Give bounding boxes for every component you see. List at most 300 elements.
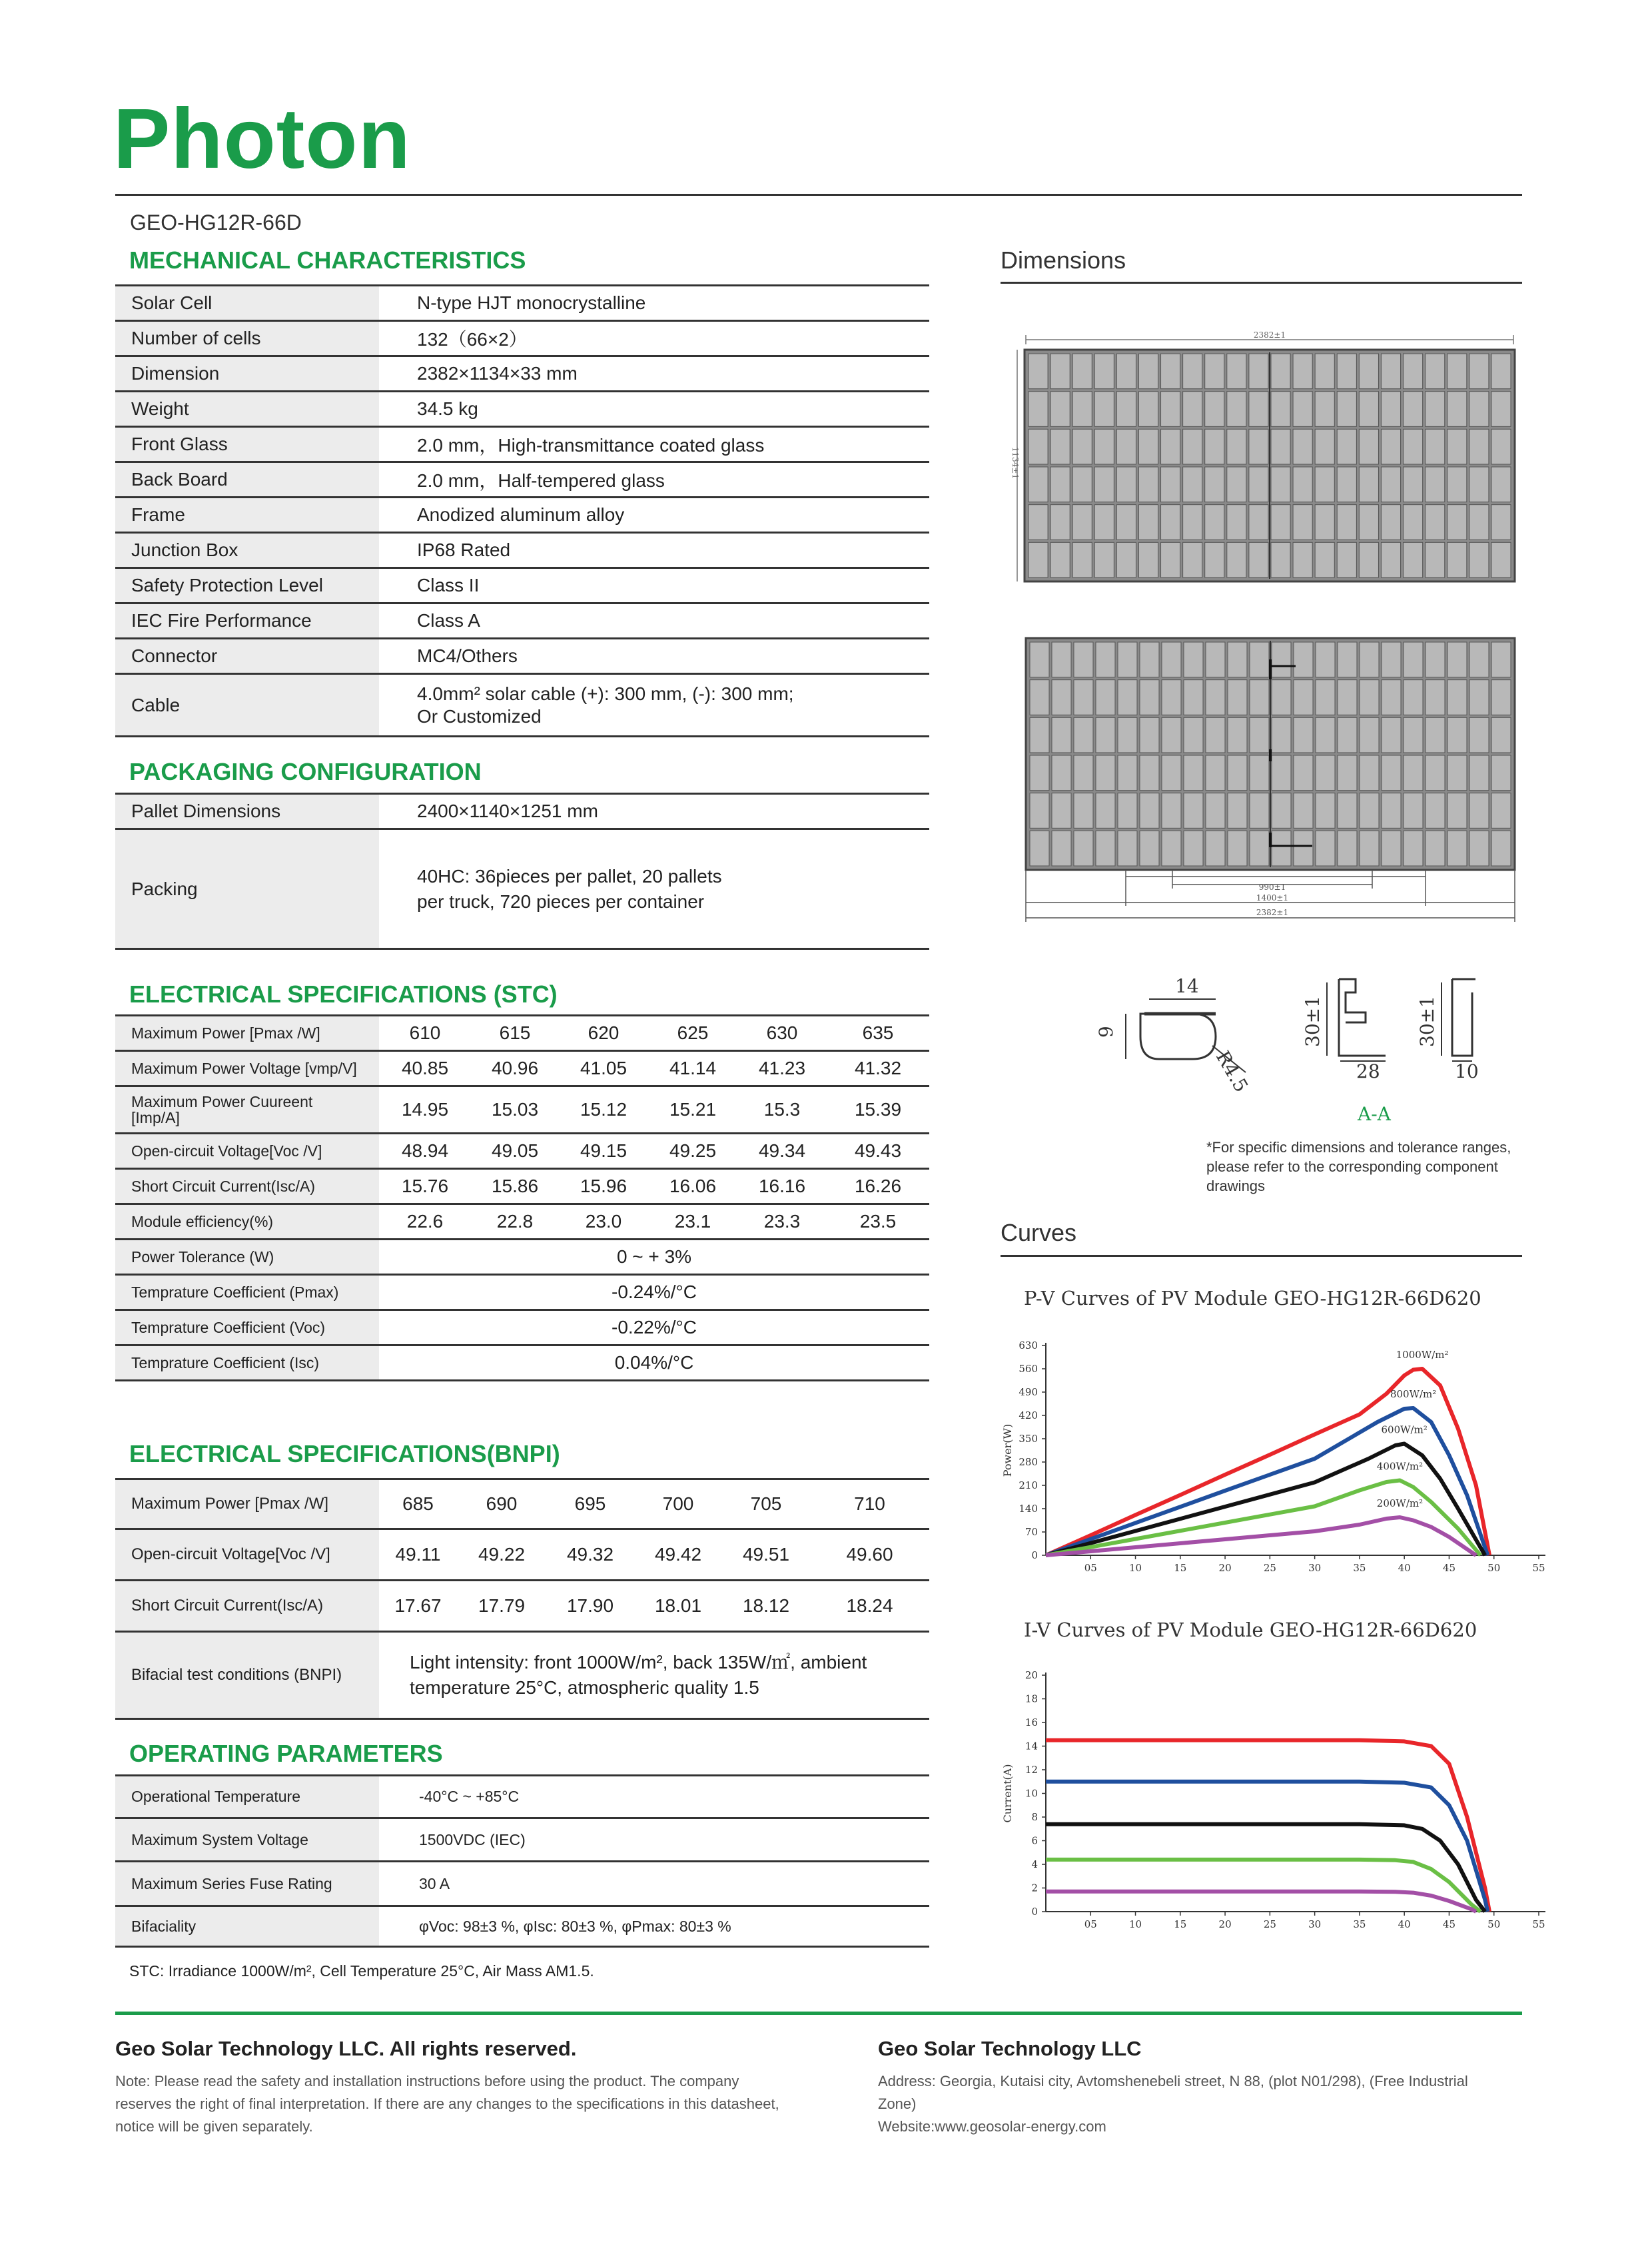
solar-cell bbox=[1072, 392, 1092, 427]
stc-table bbox=[115, 1014, 929, 1381]
solar-cell bbox=[1029, 505, 1048, 540]
solar-cell bbox=[1140, 793, 1159, 829]
solar-cell bbox=[1249, 505, 1268, 540]
y-tick-label: 630 bbox=[1019, 1339, 1038, 1351]
solar-cell bbox=[1050, 354, 1070, 389]
solar-cell bbox=[1294, 755, 1313, 791]
solar-cell bbox=[1138, 429, 1158, 464]
solar-cell bbox=[1184, 793, 1203, 829]
solar-cell bbox=[1029, 354, 1048, 389]
solar-cell bbox=[1183, 354, 1202, 389]
x-tick-label: 55 bbox=[1532, 1918, 1545, 1930]
solar-cell bbox=[1118, 793, 1137, 829]
solar-cell bbox=[1161, 505, 1180, 540]
solar-cell bbox=[1096, 793, 1115, 829]
solar-cell bbox=[1050, 505, 1070, 540]
solar-cell bbox=[1426, 429, 1445, 464]
solar-cell bbox=[1184, 680, 1203, 715]
solar-cell bbox=[1205, 429, 1224, 464]
solar-cell bbox=[1447, 429, 1467, 464]
frame-profile-drawing bbox=[1092, 972, 1519, 1132]
series-line bbox=[1046, 1860, 1481, 1912]
solar-cell bbox=[1469, 467, 1489, 502]
solar-cell bbox=[1272, 831, 1291, 866]
solar-cell bbox=[1249, 467, 1268, 502]
solar-cell bbox=[1074, 680, 1093, 715]
svg-text:10: 10 bbox=[1455, 1060, 1479, 1082]
solar-cell bbox=[1491, 755, 1511, 791]
solar-cell bbox=[1271, 505, 1290, 540]
solar-cell bbox=[1404, 429, 1423, 464]
solar-cell bbox=[1250, 831, 1269, 866]
solar-cell bbox=[1183, 467, 1202, 502]
solar-cell bbox=[1381, 505, 1400, 540]
solar-cell bbox=[1338, 642, 1357, 677]
solar-cell bbox=[1228, 642, 1247, 677]
solar-cell bbox=[1272, 793, 1291, 829]
table-row: Cable 4.0mm² solar cable (+): 300 mm, (-): 300 mm; Or Customized bbox=[115, 674, 929, 737]
solar-cell bbox=[1271, 354, 1290, 389]
svg-text:30±1: 30±1 bbox=[1302, 996, 1324, 1047]
solar-cell bbox=[1404, 505, 1423, 540]
solar-cell bbox=[1426, 680, 1445, 715]
series-label: 400W/m² bbox=[1376, 1460, 1424, 1473]
stc-note: STC: Irradiance 1000W/m², Cell Temperature 25°C, Air Mass AM1.5. bbox=[129, 1962, 594, 1980]
solar-cell bbox=[1381, 354, 1400, 389]
solar-cell bbox=[1250, 642, 1269, 677]
solar-cell bbox=[1184, 642, 1203, 677]
solar-cell bbox=[1469, 505, 1489, 540]
solar-cell bbox=[1404, 793, 1423, 829]
solar-cell bbox=[1338, 717, 1357, 753]
svg-text:9: 9 bbox=[1095, 1026, 1117, 1038]
x-tick-label: 35 bbox=[1353, 1562, 1366, 1574]
solar-cell bbox=[1205, 467, 1224, 502]
x-tick-label: 40 bbox=[1398, 1918, 1411, 1930]
solar-cell bbox=[1426, 354, 1445, 389]
solar-cell bbox=[1096, 680, 1115, 715]
table-row: Module efficiency(%) 22.6 22.8 23.0 23.1 23.3 23.5 bbox=[115, 1204, 929, 1240]
dim-width-label: 1134±1 bbox=[1011, 446, 1020, 480]
solar-cell bbox=[1338, 831, 1357, 866]
y-tick-label: 4 bbox=[1031, 1858, 1038, 1870]
solar-cell bbox=[1228, 793, 1247, 829]
solar-cell bbox=[1360, 755, 1379, 791]
solar-cell bbox=[1360, 717, 1379, 753]
solar-cell bbox=[1360, 680, 1379, 715]
curves-title: Curves bbox=[1001, 1219, 1077, 1246]
x-tick-label: 50 bbox=[1487, 1562, 1501, 1574]
solar-cell bbox=[1074, 793, 1093, 829]
table-row: Packing 40HC: 36pieces per pallet, 20 pallets per truck, 720 pieces per container bbox=[115, 829, 929, 949]
y-tick-label: 490 bbox=[1019, 1386, 1038, 1398]
solar-cell bbox=[1184, 717, 1203, 753]
solar-cell bbox=[1161, 392, 1180, 427]
header-rule bbox=[115, 194, 1522, 196]
table-row: Back Board 2.0 mm，Half-tempered glass bbox=[115, 462, 929, 498]
solar-cell bbox=[1381, 542, 1400, 577]
solar-cell bbox=[1206, 642, 1225, 677]
y-tick-label: 280 bbox=[1019, 1456, 1038, 1468]
solar-cell bbox=[1161, 467, 1180, 502]
solar-cell bbox=[1469, 831, 1489, 866]
section-aa-label: A-A bbox=[1358, 1103, 1391, 1125]
footer-rule bbox=[115, 2012, 1522, 2015]
solar-cell bbox=[1140, 680, 1159, 715]
solar-cell bbox=[1206, 755, 1225, 791]
solar-cell bbox=[1271, 542, 1290, 577]
solar-cell bbox=[1205, 505, 1224, 540]
table-row: Frame Anodized aluminum alloy bbox=[115, 498, 929, 533]
solar-cell bbox=[1338, 680, 1357, 715]
solar-cell bbox=[1447, 467, 1467, 502]
x-tick-label: 25 bbox=[1263, 1918, 1276, 1930]
solar-cell bbox=[1162, 755, 1181, 791]
solar-cell bbox=[1050, 542, 1070, 577]
solar-cell bbox=[1315, 392, 1334, 427]
packaging-title: PACKAGING CONFIGURATION bbox=[129, 758, 482, 785]
solar-cell bbox=[1138, 392, 1158, 427]
table-row: Maximum Power [Pmax /W] 685 690 695 700 705 710 bbox=[115, 1479, 929, 1529]
solar-cell bbox=[1094, 505, 1114, 540]
solar-cell bbox=[1184, 831, 1203, 866]
solar-cell bbox=[1315, 354, 1334, 389]
table-row: Short Circuit Current(Isc/A) 17.67 17.79 17.90 18.01 18.12 18.24 bbox=[115, 1581, 929, 1632]
solar-cell bbox=[1074, 642, 1093, 677]
solar-cell bbox=[1118, 755, 1137, 791]
mechanical-table bbox=[115, 284, 929, 737]
solar-cell bbox=[1250, 755, 1269, 791]
solar-cell bbox=[1360, 831, 1379, 866]
table-row: Pallet Dimensions 2400×1140×1251 mm bbox=[115, 794, 929, 829]
solar-cell bbox=[1315, 467, 1334, 502]
solar-cell bbox=[1116, 542, 1136, 577]
y-tick-label: 10 bbox=[1025, 1787, 1038, 1800]
mechanical-title: MECHANICAL CHARACTERISTICS bbox=[129, 246, 526, 274]
table-row: Maximum Power Voltage [vmp/V] 40.85 40.96 41.05 41.14 41.23 41.32 bbox=[115, 1051, 929, 1086]
solar-cell bbox=[1293, 392, 1312, 427]
solar-cell bbox=[1030, 642, 1049, 677]
solar-cell bbox=[1491, 505, 1511, 540]
solar-cell bbox=[1271, 467, 1290, 502]
solar-cell bbox=[1094, 392, 1114, 427]
solar-cell bbox=[1050, 392, 1070, 427]
solar-cell bbox=[1162, 717, 1181, 753]
solar-cell bbox=[1250, 793, 1269, 829]
solar-cell bbox=[1382, 717, 1401, 753]
solar-cell bbox=[1382, 831, 1401, 866]
solar-cell bbox=[1140, 717, 1159, 753]
solar-cell bbox=[1382, 755, 1401, 791]
solar-cell bbox=[1491, 467, 1511, 502]
solar-cell bbox=[1447, 755, 1467, 791]
solar-cell bbox=[1293, 505, 1312, 540]
solar-cell bbox=[1096, 642, 1115, 677]
solar-cell bbox=[1138, 542, 1158, 577]
solar-cell bbox=[1447, 831, 1467, 866]
solar-cell bbox=[1183, 392, 1202, 427]
solar-cell bbox=[1116, 467, 1136, 502]
curves-rule bbox=[1001, 1255, 1522, 1257]
y-tick-label: 8 bbox=[1031, 1811, 1038, 1823]
solar-cell bbox=[1072, 354, 1092, 389]
solar-cell bbox=[1337, 505, 1356, 540]
y-tick-label: 18 bbox=[1025, 1692, 1038, 1705]
table-row: Weight 34.5 kg bbox=[115, 392, 929, 427]
solar-cell bbox=[1469, 793, 1489, 829]
solar-cell bbox=[1360, 793, 1379, 829]
x-tick-label: 25 bbox=[1263, 1562, 1276, 1574]
solar-cell bbox=[1447, 717, 1467, 753]
solar-cell bbox=[1426, 755, 1445, 791]
solar-cell bbox=[1228, 831, 1247, 866]
solar-cell bbox=[1250, 680, 1269, 715]
module-front-drawing bbox=[999, 330, 1525, 589]
solar-cell bbox=[1404, 717, 1423, 753]
y-tick-label: 350 bbox=[1019, 1433, 1038, 1445]
solar-cell bbox=[1293, 354, 1312, 389]
solar-cell bbox=[1315, 429, 1334, 464]
solar-cell bbox=[1404, 392, 1423, 427]
series-label: 800W/m² bbox=[1390, 1388, 1437, 1400]
y-tick-label: 0 bbox=[1031, 1906, 1038, 1918]
solar-cell bbox=[1116, 505, 1136, 540]
iv-chart-title: I-V Curves of PV Module GEO-HG12R-66D620 bbox=[1024, 1619, 1477, 1641]
solar-cell bbox=[1029, 392, 1048, 427]
footer-website: Website:www.geosolar-energy.com bbox=[878, 2118, 1106, 2135]
solar-cell bbox=[1052, 642, 1071, 677]
pv-chart-title: P-V Curves of PV Module GEO-HG12R-66D620 bbox=[1024, 1287, 1481, 1309]
solar-cell bbox=[1426, 505, 1445, 540]
dim-990-label: 990±1 bbox=[1258, 883, 1286, 892]
solar-cell bbox=[1050, 429, 1070, 464]
table-row: Temprature Coefficient (Isc) 0.04%/°C bbox=[115, 1345, 929, 1381]
solar-cell bbox=[1030, 831, 1049, 866]
table-row: Temprature Coefficient (Voc) -0.22%/°C bbox=[115, 1310, 929, 1345]
solar-cell bbox=[1249, 354, 1268, 389]
solar-cell bbox=[1469, 642, 1489, 677]
solar-cell bbox=[1183, 429, 1202, 464]
solar-cell bbox=[1052, 793, 1071, 829]
solar-cell bbox=[1404, 680, 1423, 715]
series-label: 200W/m² bbox=[1376, 1497, 1424, 1509]
solar-cell bbox=[1293, 429, 1312, 464]
solar-cell bbox=[1250, 717, 1269, 753]
solar-cell bbox=[1469, 392, 1489, 427]
solar-cell bbox=[1249, 542, 1268, 577]
solar-cell bbox=[1052, 680, 1071, 715]
svg-text:28: 28 bbox=[1356, 1060, 1380, 1082]
svg-text:30±1: 30±1 bbox=[1416, 996, 1438, 1047]
solar-cell bbox=[1118, 831, 1137, 866]
footer-left-title: Geo Solar Technology LLC. All rights reserved. bbox=[115, 2037, 577, 2060]
solar-cell bbox=[1359, 354, 1378, 389]
solar-cell bbox=[1381, 429, 1400, 464]
solar-cell bbox=[1074, 717, 1093, 753]
solar-cell bbox=[1447, 542, 1467, 577]
x-tick-label: 45 bbox=[1442, 1562, 1456, 1574]
solar-cell bbox=[1491, 392, 1511, 427]
solar-cell bbox=[1272, 717, 1291, 753]
solar-cell bbox=[1272, 642, 1291, 677]
solar-cell bbox=[1030, 680, 1049, 715]
module-back-drawing bbox=[999, 633, 1525, 926]
solar-cell bbox=[1140, 755, 1159, 791]
solar-cell bbox=[1116, 429, 1136, 464]
solar-cell bbox=[1359, 429, 1378, 464]
solar-cell bbox=[1404, 354, 1423, 389]
solar-cell bbox=[1382, 680, 1401, 715]
table-row: Junction Box IP68 Rated bbox=[115, 533, 929, 568]
dimensions-title: Dimensions bbox=[1001, 246, 1126, 274]
solar-cell bbox=[1052, 717, 1071, 753]
solar-cell bbox=[1138, 467, 1158, 502]
packaging-table bbox=[115, 793, 929, 950]
solar-cell bbox=[1161, 542, 1180, 577]
solar-cell bbox=[1094, 354, 1114, 389]
solar-cell bbox=[1271, 392, 1290, 427]
operating-title: OPERATING PARAMETERS bbox=[129, 1740, 443, 1767]
solar-cell bbox=[1096, 755, 1115, 791]
y-tick-label: 20 bbox=[1025, 1669, 1038, 1681]
solar-cell bbox=[1469, 542, 1489, 577]
solar-cell bbox=[1227, 354, 1246, 389]
x-tick-label: 15 bbox=[1174, 1562, 1187, 1574]
table-row: Maximum Series Fuse Rating 30 A bbox=[115, 1862, 929, 1906]
solar-cell bbox=[1469, 354, 1489, 389]
y-tick-label: 420 bbox=[1019, 1409, 1038, 1421]
solar-cell bbox=[1096, 831, 1115, 866]
solar-cell bbox=[1228, 717, 1247, 753]
footer-disclaimer: Note: Please read the safety and installation instructions before using the product. The company reserves the right of final interpretation. If there are any changes to the specifications in this datasheet, notice will be given separately. bbox=[115, 2073, 779, 2135]
y-tick-label: 210 bbox=[1019, 1479, 1038, 1491]
solar-cell bbox=[1337, 429, 1356, 464]
x-tick-label: 05 bbox=[1084, 1918, 1097, 1930]
svg-text:14: 14 bbox=[1175, 975, 1199, 997]
x-tick-label: 10 bbox=[1128, 1562, 1142, 1574]
solar-cell bbox=[1052, 831, 1071, 866]
solar-cell bbox=[1426, 831, 1445, 866]
y-tick-label: 140 bbox=[1019, 1503, 1038, 1515]
solar-cell bbox=[1426, 717, 1445, 753]
solar-cell bbox=[1491, 680, 1511, 715]
solar-cell bbox=[1491, 717, 1511, 753]
solar-cell bbox=[1227, 467, 1246, 502]
solar-cell bbox=[1094, 542, 1114, 577]
solar-cell bbox=[1293, 467, 1312, 502]
dim-2382-label: 2382±1 bbox=[1256, 908, 1289, 917]
table-row: Dimension 2382×1134×33 mm bbox=[115, 356, 929, 392]
brand-title: Photon bbox=[113, 91, 411, 187]
table-row: Front Glass 2.0 mm，High-transmittance coated glass bbox=[115, 427, 929, 462]
solar-cell bbox=[1094, 467, 1114, 502]
dimension-note: *For specific dimensions and tolerance ranges, please refer to the corresponding component drawings bbox=[1206, 1139, 1511, 1194]
x-tick-label: 05 bbox=[1084, 1562, 1097, 1574]
solar-cell bbox=[1469, 680, 1489, 715]
table-row: Maximum Power Cuureent [Imp/A] 14.95 15.03 15.12 15.21 15.3 15.39 bbox=[115, 1086, 929, 1134]
solar-cell bbox=[1161, 429, 1180, 464]
y-axis-label: Power(W) bbox=[1001, 1423, 1014, 1477]
dim-1400-label: 1400±1 bbox=[1256, 893, 1289, 903]
table-row: Bifaciality φVoc: 98±3 %, φIsc: 80±3 %, φPmax: 80±3 % bbox=[115, 1906, 929, 1947]
x-tick-label: 35 bbox=[1353, 1918, 1366, 1930]
table-row: Bifacial test conditions (BNPI) Light intensity: front 1000W/m², back 135W/㎡, ambient temperature 25°C, atmospheric quality 1.5 bbox=[115, 1632, 929, 1719]
solar-cell bbox=[1227, 429, 1246, 464]
solar-cell bbox=[1294, 793, 1313, 829]
solar-cell bbox=[1337, 392, 1356, 427]
solar-cell bbox=[1447, 354, 1467, 389]
solar-cell bbox=[1029, 429, 1048, 464]
solar-cell bbox=[1338, 755, 1357, 791]
solar-cell bbox=[1426, 542, 1445, 577]
x-tick-label: 30 bbox=[1308, 1562, 1322, 1574]
solar-cell bbox=[1315, 542, 1334, 577]
table-row: Open-circuit Voltage[Voc /V] 49.11 49.22 49.32 49.42 49.51 49.60 bbox=[115, 1529, 929, 1581]
series-label: 600W/m² bbox=[1381, 1423, 1428, 1436]
solar-cell bbox=[1161, 354, 1180, 389]
solar-cell bbox=[1206, 793, 1225, 829]
solar-cell bbox=[1227, 542, 1246, 577]
solar-cell bbox=[1094, 429, 1114, 464]
solar-cell bbox=[1162, 642, 1181, 677]
solar-cell bbox=[1360, 642, 1379, 677]
solar-cell bbox=[1072, 505, 1092, 540]
solar-cell bbox=[1316, 793, 1335, 829]
solar-cell bbox=[1337, 467, 1356, 502]
solar-cell bbox=[1491, 354, 1511, 389]
solar-cell bbox=[1426, 467, 1445, 502]
solar-cell bbox=[1138, 354, 1158, 389]
table-row: Power Tolerance (W) 0 ~ + 3% bbox=[115, 1240, 929, 1275]
solar-cell bbox=[1447, 793, 1467, 829]
solar-cell bbox=[1294, 680, 1313, 715]
x-tick-label: 30 bbox=[1308, 1918, 1322, 1930]
solar-cell bbox=[1426, 392, 1445, 427]
solar-cell bbox=[1337, 354, 1356, 389]
model-number: GEO-HG12R-66D bbox=[130, 210, 302, 234]
solar-cell bbox=[1272, 755, 1291, 791]
solar-cell bbox=[1491, 831, 1511, 866]
solar-cell bbox=[1249, 429, 1268, 464]
table-row: Operational Temperature -40°C ~ +85°C bbox=[115, 1776, 929, 1818]
solar-cell bbox=[1491, 429, 1511, 464]
operating-table bbox=[115, 1774, 929, 1948]
solar-cell bbox=[1249, 392, 1268, 427]
table-row: Maximum System Voltage 1500VDC (IEC) bbox=[115, 1818, 929, 1862]
solar-cell bbox=[1491, 542, 1511, 577]
table-row: Short Circuit Current(Isc/A) 15.76 15.86 15.96 16.06 16.16 16.26 bbox=[115, 1169, 929, 1204]
solar-cell bbox=[1359, 505, 1378, 540]
solar-cell bbox=[1491, 793, 1511, 829]
solar-cell bbox=[1491, 642, 1511, 677]
solar-cell bbox=[1140, 642, 1159, 677]
y-tick-label: 12 bbox=[1025, 1764, 1038, 1776]
y-tick-label: 16 bbox=[1025, 1716, 1038, 1728]
solar-cell bbox=[1382, 642, 1401, 677]
solar-cell bbox=[1162, 680, 1181, 715]
table-row: IEC Fire Performance Class A bbox=[115, 603, 929, 639]
table-row: Open-circuit Voltage[Voc /V] 48.94 49.05 49.15 49.25 49.34 49.43 bbox=[115, 1134, 929, 1169]
solar-cell bbox=[1072, 429, 1092, 464]
solar-cell bbox=[1072, 542, 1092, 577]
series-line bbox=[1046, 1824, 1485, 1912]
solar-cell bbox=[1030, 717, 1049, 753]
solar-cell bbox=[1382, 793, 1401, 829]
x-tick-label: 40 bbox=[1398, 1562, 1411, 1574]
solar-cell bbox=[1447, 505, 1467, 540]
solar-cell bbox=[1316, 642, 1335, 677]
x-tick-label: 50 bbox=[1487, 1918, 1501, 1930]
